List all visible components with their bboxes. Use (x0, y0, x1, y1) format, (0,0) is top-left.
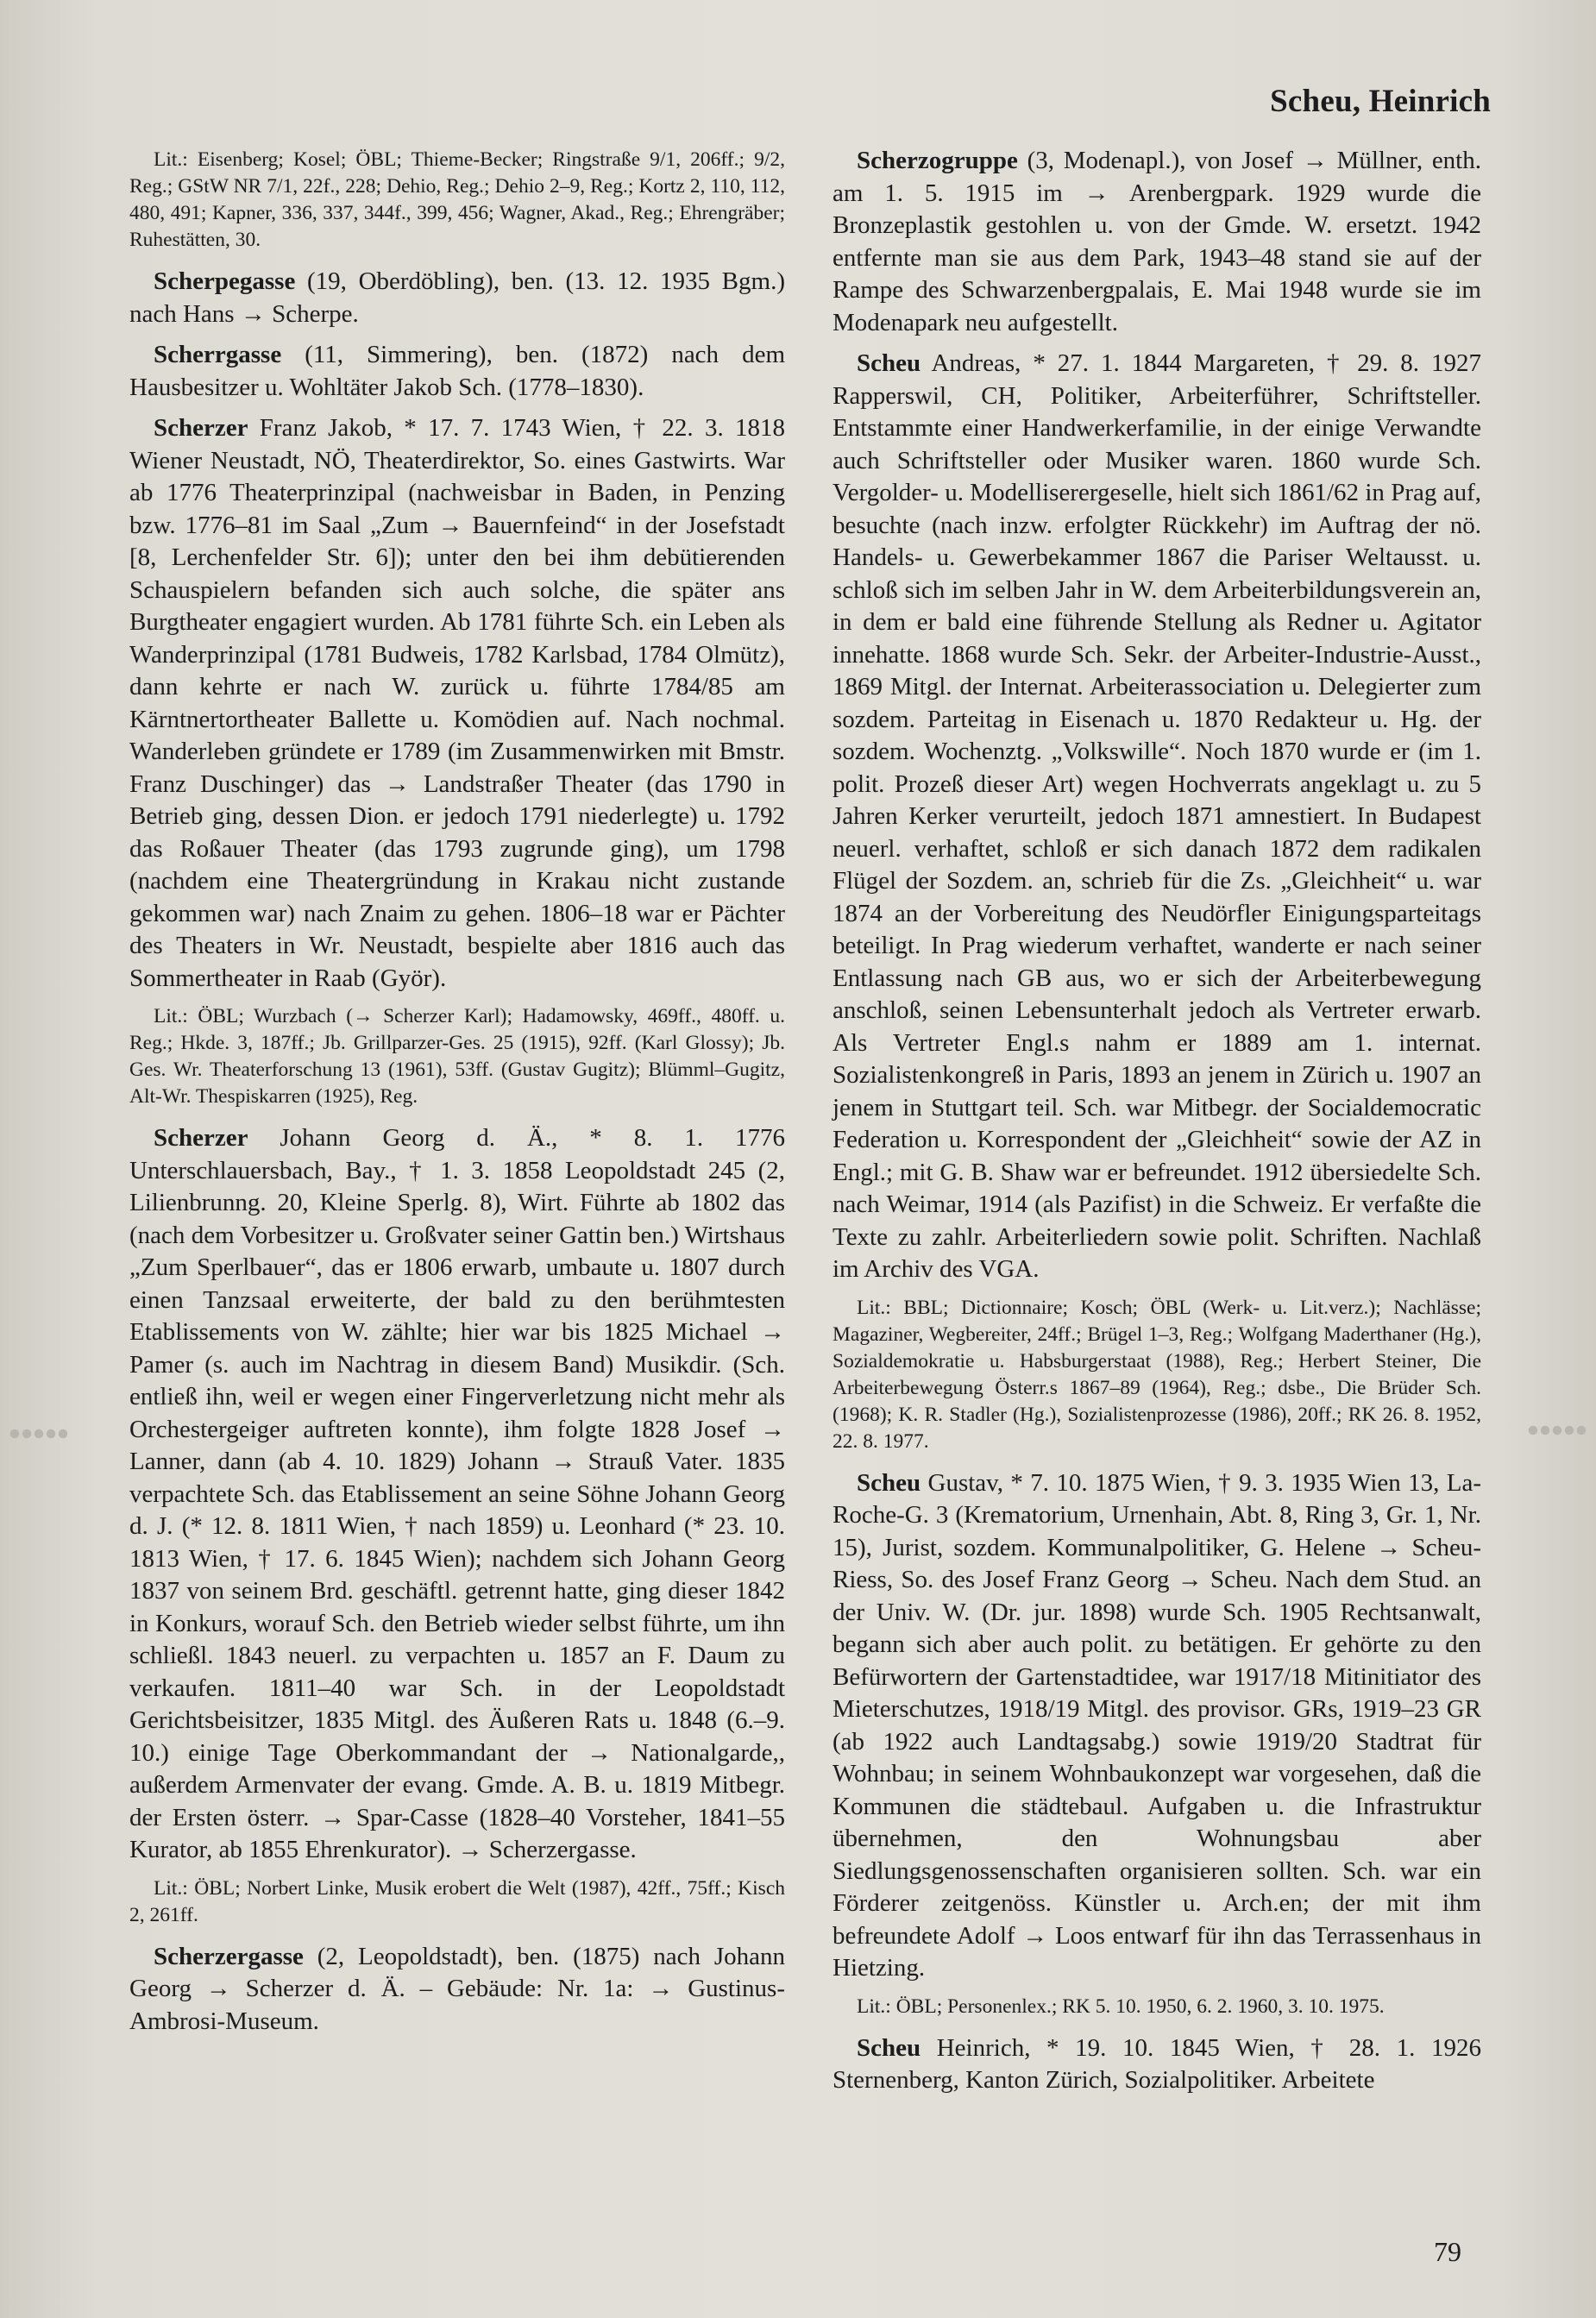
entry-text: Heinrich, * 19. 10. 1845 Wien, † 28. 1. 1926 Sternenberg, Kanton Zürich, Sozialpolitiker. Arbeitete (833, 2033, 1481, 2094)
entry-headword: Scherpegasse (154, 267, 296, 295)
lexicon-entry (129, 339, 785, 404)
entry-text: Andreas, * 27. 1. 1844 Margareten, † 29. 8. 1927 Rapperswil, CH, Politiker, Arbeiterführer, Schriftsteller. Entstammte einer Handwerkerfamilie, in der einige Verwandte auch Schriftsteller oder Musiker waren. 1860 wurde Sch. Vergolder- u. Modelliserergeselle, hielt sich 1861/62 in Prag auf, besuchte (nach inzw. erfolgter Rückkehr) im Auftrag der nö. Handels- u. Gewerbekammer 1867 die Pariser Weltausst. u. schloß sich im selben Jahr in W. dem Arbeiterbildungsverein an, in dem er bald eine führende Stellung als Redner u. Agitator innehatte. 1868 wurde Sch. Sekr. der Arbeiter-Industrie-Ausst., 1869 Mitgl. der Internat. Arbeiterassociation u. Delegierter zum sozdem. Parteitag in Eisenach u. 1870 Redakteur u. Hg. der sozdem. Wochenztg. „Volkswille“. Noch 1870 wurde er (im 1. polit. Prozeß dieser Art) wegen Hochverrats angeklagt u. zu 5 Jahren Kerker verurteilt, jedoch 1871 amnestiert. In Budapest neuerl. verhaftet, schloß er sich danach 1872 dem radikalen Flügel der Sozdem. an, schrieb für die Zs. „Gleichheit“ u. war 1874 an der Vorbereitung des Neudörfler Einigungsparteitags beteiligt. In Prag wiederum verhaftet, wanderte er nach seiner Entlassung nach GB aus, wo er sich der Arbeiterbewegung anschloß, seinen Lebensunterhalt jedoch als Vertreter erwarb. Als Vertreter Engl.s nahm er 1889 am 1. internat. Sozialistenkongreß in Paris, 1893 an jenem in Zürich u. 1907 an jenem in Stuttgart teil. Sch. war Mitbegr. der Socialdemocratic Federation u. Korrespondent der „Gleichheit“ sowie der AZ in Engl.; mit G. B. Shaw war er befreundet. 1912 übersiedelte Sch. nach Weimar, 1914 (als Pazifist) in die Schweiz. Er verfaßte die Texte zu zahlr. Arbeiterliedern sowie polit. Schriften. Nachlaß im Archiv des VGA. (833, 349, 1481, 1283)
lexicon-entry (129, 266, 785, 330)
left-column (129, 145, 785, 2046)
lexicon-entry (833, 145, 1481, 339)
entry-headword: Scheu (857, 1468, 921, 1497)
lexicon-entry (129, 1122, 785, 1867)
entry-text: (2, Leopoldstadt), ben. (1875) nach Johann Georg → Scherzer d. Ä. – Gebäude: Nr. 1a: → Gustinus-Ambrosi-Museum. (129, 1942, 785, 2035)
entry-headword: Scheu (857, 2033, 921, 2062)
lexicon-entry (129, 412, 785, 995)
entry-text: (3, Modenapl.), von Josef → Müllner, enth. am 1. 5. 1915 im → Arenbergpark. 1929 wurde die Bronzeplastik gestohlen u. von der Gmde. W. ersetzt. 1942 entfernte man sie aus dem Park, 1943–48 stand sie auf der Rampe des Schwarzenbergpalais, E. Mai 1948 wurde sie im Modenapark neu aufgestellt. (833, 147, 1481, 336)
entry-text: Johann Georg d. Ä., * 8. 1. 1776 Unterschlauersbach, Bay., † 1. 3. 1858 Leopoldstadt 245 (2, Lilienbrunng. 20, Kleine Sperlg. 8), Wirt. Führte ab 1802 das (nach dem Vorbesitzer u. Großvater seiner Gattin ben.) Wirtshaus „Zum Sperlbauer“, das er 1806 erwarb, umbaute u. 1807 durch einen Tanzsaal erweiterte, der bald zu den berühmtesten Etablissements von W. zählte; hier war bis 1825 Michael → Pamer (s. auch im Nachtrag in diesem Band) Musikdir. (Sch. entließ ihn, weil er wegen einer Fingerverletzung nicht mehr als Orchestergeiger auftreten konnte), ihm folgte 1828 Josef → Lanner, dann (ab 4. 10. 1829) Johann → Strauß Vater. 1835 verpachtete Sch. das Etablissement an seine Söhne Johann Georg d. J. (* 12. 8. 1811 Wien, † nach 1859) u. Leonhard (* 23. 10. 1813 Wien, † 17. 6. 1845 Wien); nachdem sich Johann Georg 1837 von seinem Brd. geschäftl. getrennt hatte, ging dieser 1842 in Konkurs, worauf Sch. den Betrieb wieder selbst führte, um ihn schließl. 1843 neuerl. zu verpachten u. 1857 an F. Daum zu verkaufen. 1811–40 war Sch. in der Leopoldstadt Gerichtsbeisitzer, 1835 Mitgl. des Äußeren Rats u. 1848 (6.–9. 10.) einige Tage Oberkommandant der → Nationalgarde,, außerdem Armenvater der evang. Gmde. A. B. u. 1819 Mitbegr. der Ersten österr. → Spar-Casse (1828–40 Vorsteher, 1841–55 Kurator, ab 1855 Ehrenkurator). → Scherzergasse. (129, 1124, 785, 1863)
entry-text: Franz Jakob, * 17. 7. 1743 Wien, † 22. 3. 1818 Wiener Neustadt, NÖ, Theaterdirektor, So. eines Gastwirts. War ab 1776 Theaterprinzipal (nachweisbar in Baden, in Penzing bzw. 1776–81 im Saal „Zum → Bauernfeind“ in der Josefstadt [8, Lerchenfelder Str. 6]); unter den bei ihm debütierenden Schauspielern befanden sich auch solche, die später ans Burgtheater engagiert wurden. Ab 1781 führte Sch. ein Leben als Wanderprinzipal (1781 Budweis, 1782 Karlsbad, 1784 Olmütz), dann kehrte er nach W. zurück u. führte 1784/85 am Kärntnertortheater Ballette u. Komödien auf. Nach nochmal. Wanderleben gründete er 1789 (im Zusammenwirken mit Bmstr. Franz Duschinger) das → Landstraßer Theater (das 1790 in Betrieb ging, dessen Dion. er jedoch 1791 niederlegte) u. 1792 das Roßauer Theater (das 1793 zugrunde ging), um 1798 (nachdem eine Theatergründung in Krakau nicht zustande gekommen war) nach Znaim zu gehen. 1806–18 war er Pächter des Theaters in Wr. Neustadt, bespielte aber 1816 auch das Sommertheater in Raab (Györ). (129, 414, 785, 992)
entry-text: (19, Oberdöbling), ben. (13. 12. 1935 Bgm.) nach Hans → Scherpe. (129, 267, 785, 328)
page-edge-mark (9, 1425, 69, 1442)
entry-headword: Scheu (857, 349, 921, 377)
page-edge-mark (1527, 1422, 1587, 1439)
entry-text: (11, Simmering), ben. (1872) nach dem Hausbesitzer u. Wohltäter Jakob Sch. (1778–1830). (129, 341, 785, 401)
right-column (833, 145, 1481, 2106)
entry-text: Gustav, * 7. 10. 1875 Wien, † 9. 3. 1935 Wien 13, La-Roche-G. 3 (Krematorium, Urnenhain, Abt. 8, Ring 3, Gr. 1, Nr. 15), Jurist, sozdem. Kommunalpolitiker, G. Helene → Scheu-Riess, So. des Josef Franz Georg → Scheu. Nach dem Stud. an der Univ. W. (Dr. jur. 1898) wurde Sch. 1905 Rechtsanwalt, begann sich aber auch polit. zu betätigen. Er gehörte zu den Befürwortern der Gartenstadtidee, war 1917/18 Mitinitiator des Mieterschutzes, 1918/19 Mitgl. des provisor. GRs, 1919–23 GR (ab 1922 auch Landtagsabg.) sowie 1919/20 Stadtrat für Wohnbau; in seinem Wohnbaukonzept war vorgesehen, daß die Kommunen die städtebaul. Aufgaben u. die Infrastruktur übernehmen, den Wohnungsbau aber Siedlungsgenossenschaften organisieren sollten. Sch. war ein Förderer zeitgenöss. Künstler u. Arch.en; der mit ihm befreundete Adolf → Loos entwarf für ihn das Terrassenhaus in Hietzing. (833, 1468, 1481, 1982)
entry-headword: Scherrgasse (154, 341, 282, 368)
literature-note: Lit.: ÖBL; Personenlex.; RK 5. 10. 1950, 6. 2. 1960, 3. 10. 1975. (857, 1994, 1385, 2018)
entry-headword: Scherzergasse (154, 1942, 304, 1970)
entry-headword: Scherzer (154, 1124, 248, 1152)
lexicon-entry (129, 1941, 785, 2038)
entry-headword: Scherzer (154, 414, 248, 442)
lexicon-entry (833, 1467, 1481, 1985)
literature-note: Lit.: ÖBL; Norbert Linke, Musik erobert die Welt (1987), 42ff., 75ff.; Kisch 2, 261ff. (129, 1876, 785, 1926)
page-number: 79 (1434, 2236, 1461, 2267)
entry-headword: Scherzogruppe (857, 147, 1018, 174)
lexicon-entry (833, 2032, 1481, 2097)
literature-note: Lit.: ÖBL; Wurzbach (→ Scherzer Karl); Hadamowsky, 469ff., 480ff. u. Reg.; Hkde. 3, 187ff.; Jb. Grillparzer-Ges. 25 (1915), 92ff. (Karl Glossy); Jb. Ges. Wr. Theaterforschung 13 (1961), 53ff. (Gustav Gugitz); Blümml–Gugitz, Alt-Wr. Thespiskarren (1925), Reg. (129, 1005, 785, 1108)
running-head: Scheu, Heinrich (1270, 84, 1491, 119)
literature-note: Lit.: BBL; Dictionnaire; Kosch; ÖBL (Werk- u. Lit.verz.); Nachlässe; Magaziner, Wegbereiter, 24ff.; Brügel 1–3, Reg.; Wolfgang Maderthaner (Hg.), Sozialdemokratie u. Habsburgerstaat (1988), Reg.; Herbert Steiner, Die Arbeiterbewegung Österr.s 1867–89 (1964), Reg.; dsbe., Die Brüder Sch. (1968); K. R. Stadler (Hg.), Sozialistenprozesse (1986), 20ff.; RK 26. 8. 1952, 22. 8. 1977. (833, 1296, 1481, 1453)
lexicon-entry (833, 348, 1481, 1286)
literature-note: Lit.: Eisenberg; Kosel; ÖBL; Thieme-Becker; Ringstraße 9/1, 206ff.; 9/2, Reg.; GStW NR 7/1, 22f., 228; Dehio, Reg.; Dehio 2–9, Reg.; Kortz 2, 110, 112, 480, 491; Kapner, 336, 337, 344f., 399, 456; Wagner, Akad., Reg.; Ehrengräber; Ruhestätten, 30. (129, 148, 785, 251)
